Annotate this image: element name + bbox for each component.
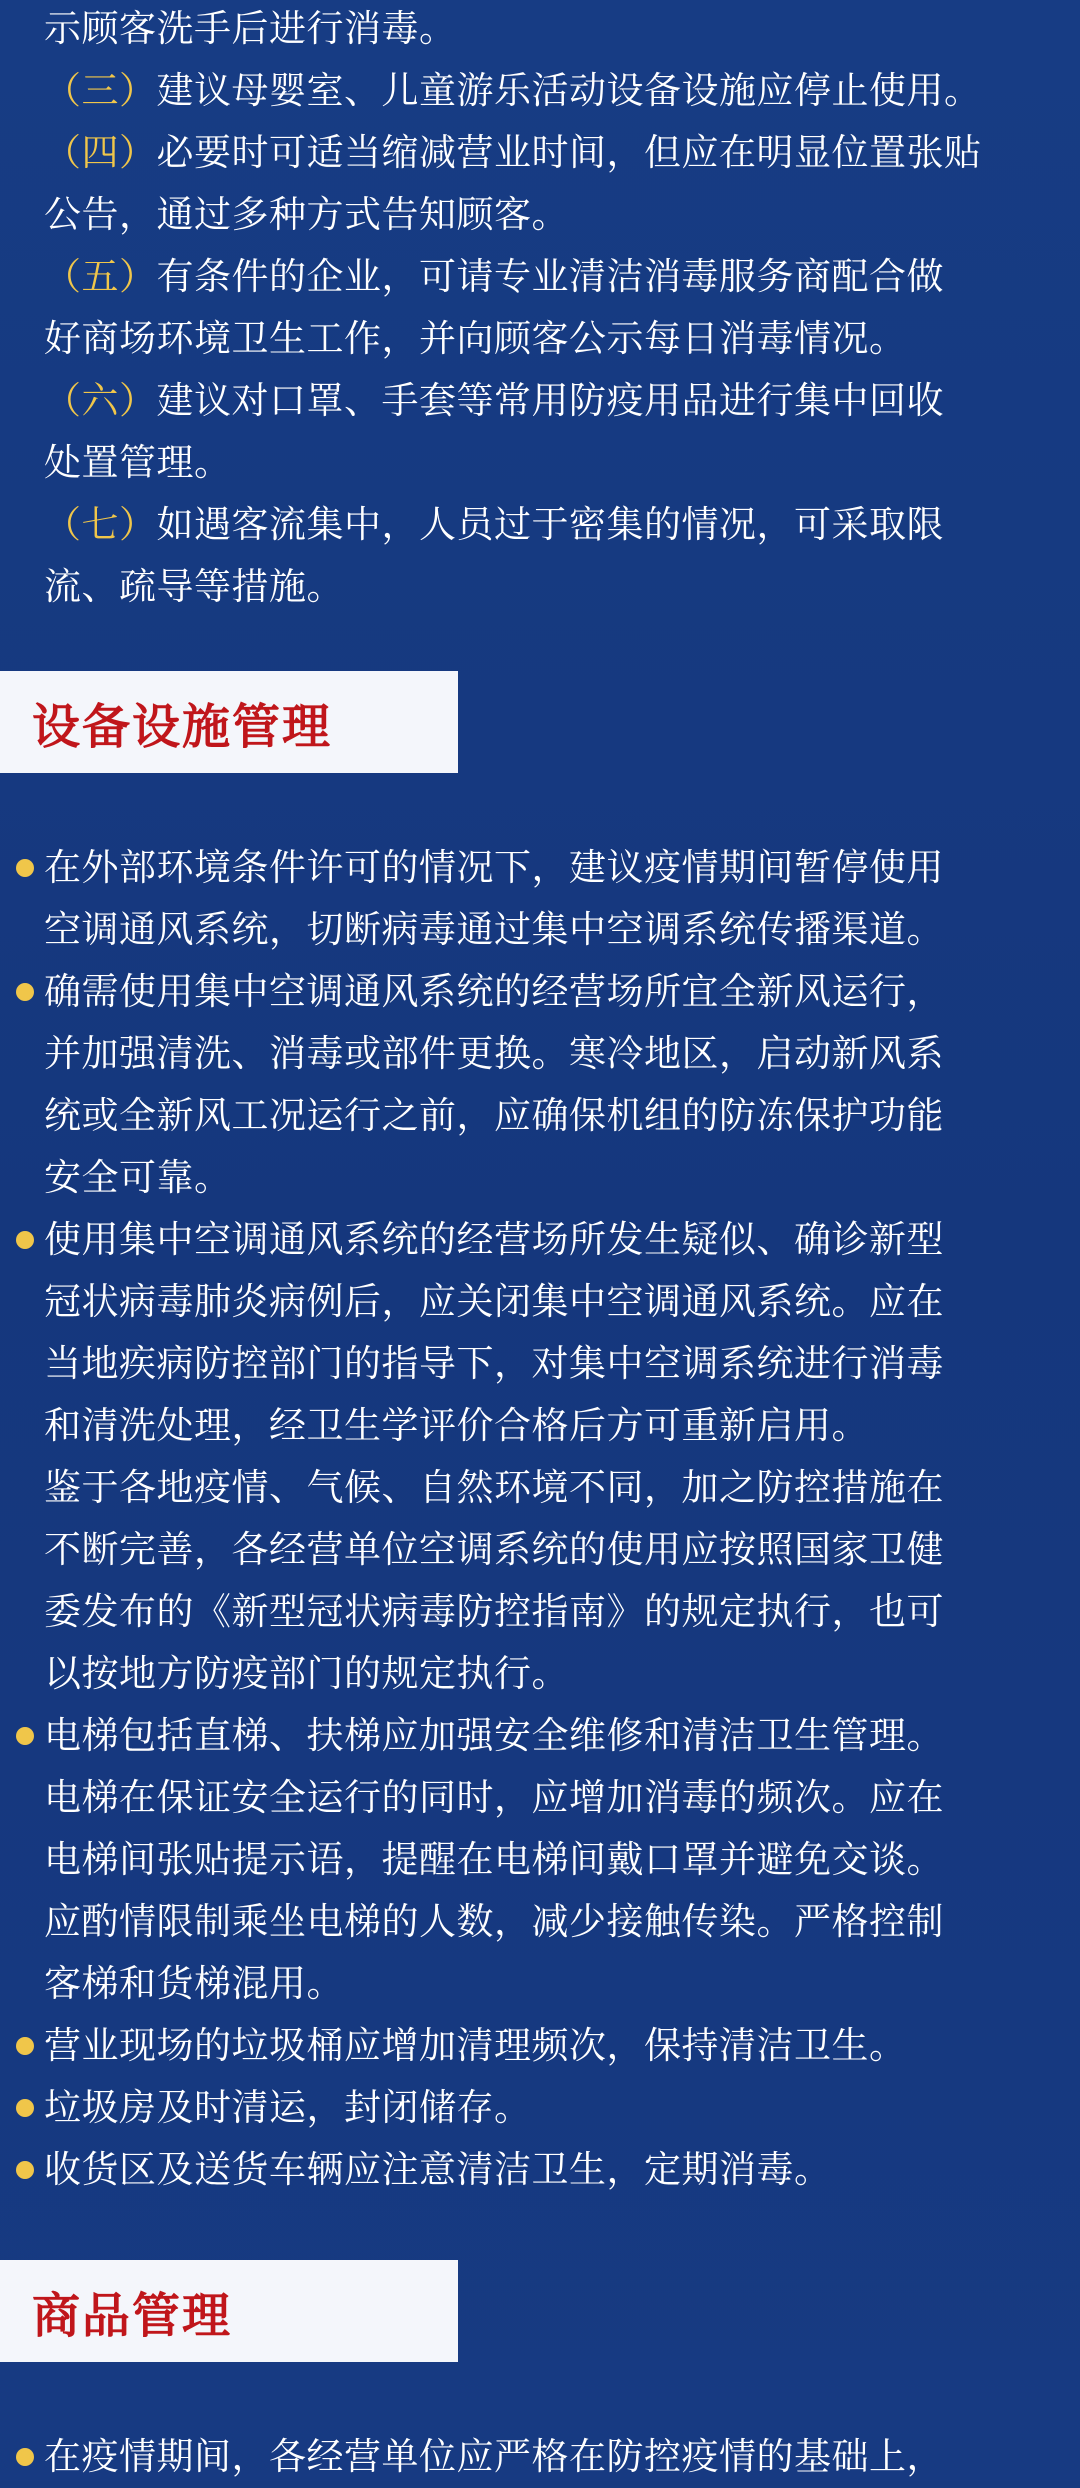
list-item-line: 电梯在保证安全运行的同时，应增加消毒的频次。应在	[44, 1776, 944, 1819]
bullet-line: 收货区及送货车辆应注意清洁卫生，定期消毒。	[0, 2139, 1080, 2201]
list-item-line: （四）必要时可适当缩减营业时间，但应在明显位置张贴	[44, 131, 982, 174]
list-item-line: 以按地方防疫部门的规定执行。	[44, 1652, 569, 1695]
bullet-line: 营业现场的垃圾桶应增加清理频次，保持清洁卫生。	[0, 2015, 1080, 2077]
list-item-line: 应酌情限制乘坐电梯的人数，减少接触传染。严格控制	[44, 1900, 944, 1943]
list-item-line: 当地疾病防控部门的指导下，对集中空调系统进行消毒	[44, 1342, 944, 1385]
item-number: （六）	[44, 379, 157, 422]
section-title: 商品管理	[32, 2287, 233, 2344]
list-item-line: 鉴于各地疫情、气候、自然环境不同，加之防控措施在	[44, 1466, 944, 1509]
section-heading-equipment	[0, 671, 458, 773]
list-item-line: 和清洗处理，经卫生学评价合格后方可重新启用。	[44, 1404, 869, 1447]
item-number: （三）	[44, 69, 157, 112]
top-measures-list	[0, 0, 1080, 618]
bullet-line: 在外部环境条件许可的情况下，建议疫情期间暂停使用	[0, 837, 1080, 899]
bullet-line: 垃圾房及时清运，封闭储存。	[0, 2077, 1080, 2139]
list-item-line: （六）建议对口罩、手套等常用防疫用品进行集中回收	[44, 379, 944, 422]
item-number: （五）	[44, 255, 157, 298]
list-item-line: 并加强清洗、消毒或部件更换。寒冷地区，启动新风系	[44, 1032, 944, 1075]
item-number: （七）	[44, 503, 157, 546]
list-item-line: 客梯和货梯混用。	[44, 1962, 344, 2005]
section-heading-goods	[0, 2260, 458, 2362]
bullet-line: 电梯包括直梯、扶梯应加强安全维修和清洁卫生管理。	[0, 1705, 1080, 1767]
list-item-line: 冠状病毒肺炎病例后，应关闭集中空调通风系统。应在	[44, 1280, 944, 1323]
item-number: （四）	[44, 131, 157, 174]
list-item-line: 示顾客洗手后进行消毒。	[44, 7, 457, 50]
bullet-line: 在疫情期间，各经营单位应严格在防控疫情的基础上，	[0, 2426, 1080, 2488]
list-item-line: 公告，通过多种方式告知顾客。	[44, 193, 569, 236]
list-item-line: 流、疏导等措施。	[44, 565, 344, 608]
list-item-line: 处置管理。	[44, 441, 232, 484]
list-item-line: 好商场环境卫生工作，并向顾客公示每日消毒情况。	[44, 317, 907, 360]
list-item-line: 委发布的《新型冠状病毒防控指南》的规定执行，也可	[44, 1590, 944, 1633]
list-item-line: 安全可靠。	[44, 1156, 232, 1199]
list-item-line: （七）如遇客流集中，人员过于密集的情况，可采取限	[44, 503, 944, 546]
equipment-list	[0, 837, 1080, 2201]
list-item-line: 电梯间张贴提示语，提醒在电梯间戴口罩并避免交谈。	[44, 1838, 944, 1881]
list-item-line: （五）有条件的企业，可请专业清洁消毒服务商配合做	[44, 255, 944, 298]
goods-list	[0, 2426, 1080, 2488]
list-item-line: 统或全新风工况运行之前，应确保机组的防冻保护功能	[44, 1094, 944, 1137]
list-item-line: 不断完善，各经营单位空调系统的使用应按照国家卫健	[44, 1528, 944, 1571]
section-title: 设备设施管理	[32, 698, 333, 755]
bullet-line: 确需使用集中空调通风系统的经营场所宜全新风运行，	[0, 961, 1080, 1023]
list-item-line: （三）建议母婴室、儿童游乐活动设备设施应停止使用。	[44, 69, 982, 112]
list-item-line: 空调通风系统，切断病毒通过集中空调系统传播渠道。	[44, 908, 944, 951]
bullet-line: 使用集中空调通风系统的经营场所发生疑似、确诊新型	[0, 1209, 1080, 1271]
